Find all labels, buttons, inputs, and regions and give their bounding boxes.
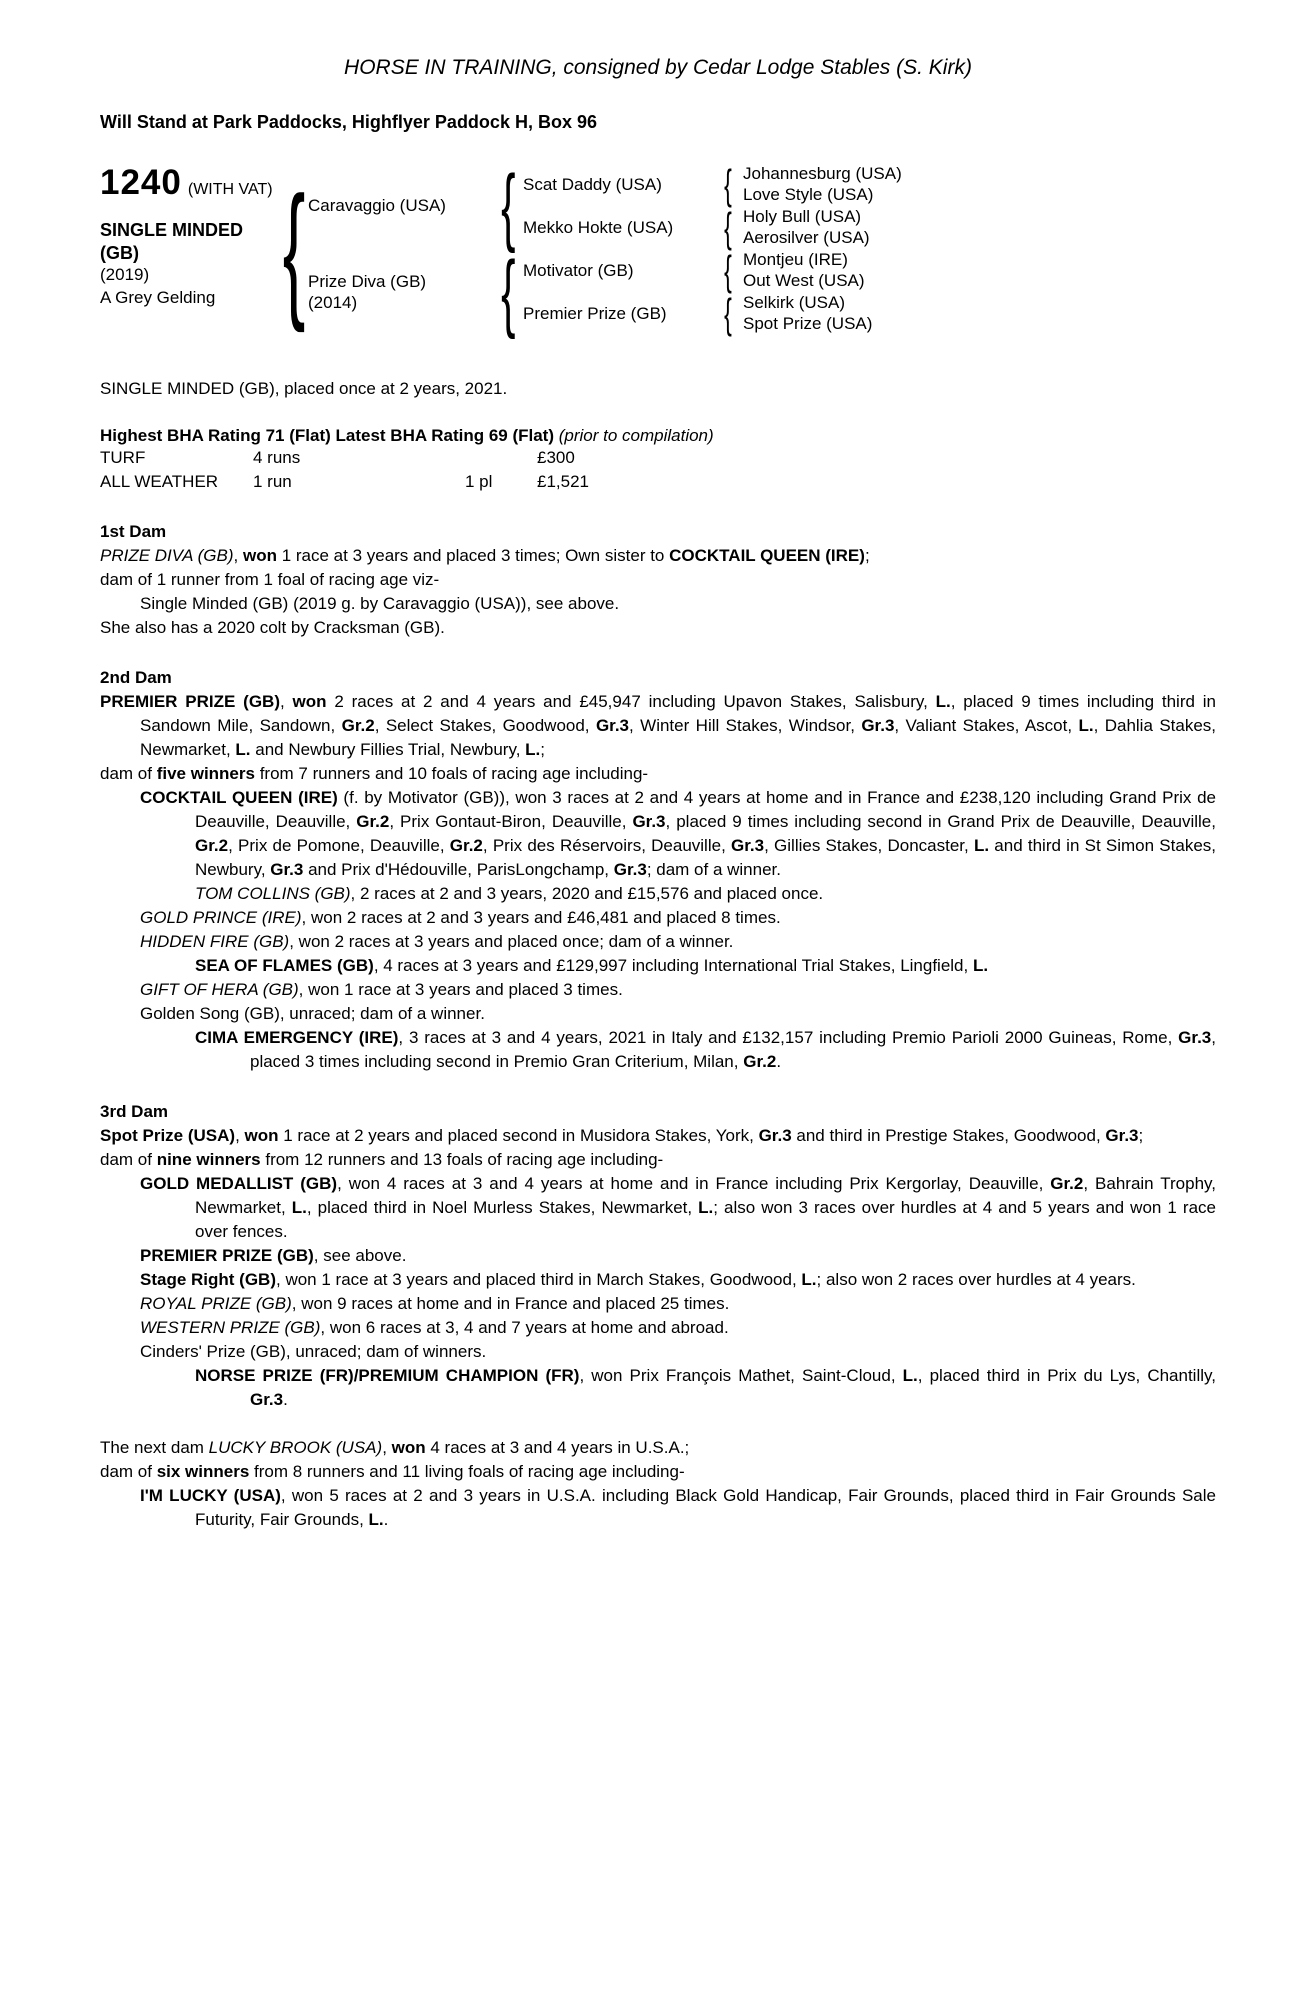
brace-icon: { [724, 203, 732, 251]
text-segment: L. [368, 1510, 384, 1529]
text-segment: L. [902, 1366, 918, 1385]
text-segment: Golden Song (GB), unraced; dam of a winner. [140, 1004, 485, 1023]
text-segment: , placed third in Noel Murless Stakes, Newmarket, [306, 1198, 699, 1217]
text-segment: dam of [100, 764, 157, 783]
stand-location-note: Will Stand at Park Paddocks, Highflyer Paddock H, Box 96 [100, 112, 597, 132]
pedigree-dam [308, 271, 493, 313]
pedigree-gen3-entry: Johannesburg (USA) [743, 163, 902, 183]
pedigree-tree [100, 158, 1216, 340]
text-segment: WESTERN PRIZE (GB) [140, 1318, 321, 1337]
pedigree-paragraph [100, 954, 1216, 978]
pedigree-paragraph [100, 762, 1216, 786]
text-segment: Cinders' Prize (GB), unraced; dam of winners. [140, 1342, 487, 1361]
pedigree-gen2-entry: Scat Daddy (USA) [523, 174, 662, 194]
pedigree-paragraph [100, 786, 1216, 882]
places-value: 1 pl [465, 472, 493, 491]
text-segment: and Newbury Fillies Trial, Newbury, [250, 740, 526, 759]
pedigree-gen3-entry: Spot Prize (USA) [743, 314, 873, 334]
text-segment: . [383, 1510, 389, 1529]
text-segment: 2 races at 2 and 4 years and £45,947 including Upavon Stakes, Salisbury, [326, 692, 936, 711]
text-segment: from 7 runners and 10 foals of racing age including- [254, 764, 649, 783]
text-segment: ; [864, 546, 870, 565]
text-segment: ; [1138, 1126, 1144, 1145]
pedigree-paragraph [100, 1244, 1216, 1268]
text-segment: , [235, 1126, 245, 1145]
surface-label: ALL WEATHER [100, 472, 219, 491]
text-segment: CIMA EMERGENCY (IRE) [195, 1028, 399, 1047]
text-segment: , Bahrain Trophy, Newmarket, [195, 1174, 1216, 1217]
pedigree-paragraph [100, 1316, 1216, 1340]
text-segment: L. [801, 1270, 817, 1289]
text-segment: , Prix de Pomone, Deauville, [228, 836, 450, 855]
text-segment: , [233, 546, 243, 565]
text-segment: Gr.3 [613, 860, 647, 879]
pedigree-paragraph [100, 1292, 1216, 1316]
bha-rating-values: Highest BHA Rating 71 (Flat) Latest BHA Rating 69 (Flat) [100, 426, 559, 445]
pedigree-paragraph [100, 1026, 1216, 1074]
brace-icon: { [724, 160, 732, 208]
text-segment: and Prix d'Hédouville, ParisLongchamp, [303, 860, 614, 879]
text-segment: L. [235, 740, 251, 759]
pedigree-paragraph [100, 690, 1216, 762]
brace-icon: { [500, 158, 516, 254]
page-title: HORSE IN TRAINING, consigned by Cedar Lodge Stables (S. Kirk) [344, 56, 972, 79]
text-segment: won [244, 1126, 279, 1145]
text-segment: Single Minded (GB) (2019 g. by Caravaggio (USA)), see above. [140, 594, 620, 613]
text-segment: , won 6 races at 3, 4 and 7 years at home and abroad. [320, 1318, 729, 1337]
text-segment: five winners [156, 764, 255, 783]
pedigree-paragraph [100, 1172, 1216, 1244]
text-segment: , won 5 races at 2 and 3 years in U.S.A. including Black Gold Handicap, Fair Grounds, placed third in Fair Grounds Sale Futurity, Fair Grounds, [195, 1486, 1216, 1529]
text-segment: L. [973, 836, 990, 855]
horse-colour-sex: A Grey Gelding [100, 287, 216, 307]
pedigree-paragraph [100, 568, 1216, 592]
text-segment: , won 2 races at 2 and 3 years and £46,481 and placed 8 times. [301, 908, 781, 927]
brace-icon: { [500, 244, 516, 340]
text-segment: Gr.2 [1050, 1174, 1084, 1193]
text-segment: . [283, 1390, 288, 1409]
pedigree-gen2-entry: Motivator (GB) [523, 260, 634, 280]
horse-country: (GB) [100, 242, 139, 263]
pedigree-paragraph [100, 1436, 1216, 1460]
text-segment: L. [935, 692, 951, 711]
text-segment: HIDDEN FIRE (GB) [140, 932, 290, 951]
text-segment: , Select Stakes, Goodwood, [374, 716, 596, 735]
text-segment: , see above. [313, 1246, 407, 1265]
dam-section-heading: 1st Dam [100, 522, 167, 541]
text-segment: dam of 1 runner from 1 foal of racing age viz- [100, 570, 440, 589]
text-segment: L. [972, 956, 989, 975]
text-segment: dam of [100, 1150, 157, 1169]
text-segment: , [382, 1438, 392, 1457]
text-segment: Stage Right (GB) [140, 1270, 276, 1289]
pedigree-paragraph [100, 1124, 1216, 1148]
gen3-brace [713, 203, 743, 251]
text-segment: , won 9 races at home and in France and placed 25 times. [291, 1294, 730, 1313]
brace-icon: { [724, 289, 732, 337]
text-segment: ; [540, 740, 545, 759]
pedigree-gen3-entry: Out West (USA) [743, 271, 865, 291]
runs-value: 1 run [253, 472, 292, 491]
text-segment: Gr.3 [1105, 1126, 1139, 1145]
lot-line [100, 163, 280, 203]
text-segment: six winners [156, 1462, 250, 1481]
text-segment: L. [698, 1198, 714, 1217]
text-segment: Gr.3 [595, 716, 630, 735]
text-segment: , Prix des Réservoirs, Deauville, [482, 836, 732, 855]
gen3-brace [713, 289, 743, 337]
race-record-table [100, 446, 1216, 494]
brace-icon: { [724, 246, 732, 294]
text-segment: Gr.3 [1178, 1028, 1212, 1047]
text-segment: , 3 races at 3 and 4 years, 2021 in Italy and £132,157 including Premio Parioli 2000 Guineas, Rome, [398, 1028, 1179, 1047]
text-segment: from 12 runners and 13 foals of racing age including- [260, 1150, 664, 1169]
dam-section-heading: 2nd Dam [100, 668, 172, 687]
text-segment: Gr.2 [449, 836, 483, 855]
pedigree-dam-block [308, 271, 426, 313]
text-segment: I'M LUCKY (USA) [140, 1486, 281, 1505]
runs-value: 4 runs [253, 448, 301, 467]
pedigree-gen3-entry: Love Style (USA) [743, 185, 874, 205]
text-segment: , placed 9 times including third in Sandown Mile, Sandown, [140, 692, 1216, 735]
earnings-value: £1,521 [537, 472, 589, 491]
race-record-summary: SINGLE MINDED (GB), placed once at 2 years, 2021. [100, 379, 508, 398]
text-segment: Gr.2 [341, 716, 375, 735]
pedigree-paragraph [100, 1148, 1216, 1172]
text-segment: PRIZE DIVA (GB) [100, 546, 234, 565]
text-segment: won [391, 1438, 426, 1457]
text-segment: , Winter Hill Stakes, Windsor, [629, 716, 862, 735]
horse-identity [100, 219, 280, 309]
text-segment: won [292, 692, 327, 711]
pedigree-paragraph [100, 906, 1216, 930]
text-segment: ; dam of a winner. [646, 860, 781, 879]
text-segment: GOLD MEDALLIST (GB) [140, 1174, 338, 1193]
text-segment: 1 race at 3 years and placed 3 times; Own sister to [276, 546, 670, 565]
text-segment: , placed 3 times including second in Premio Gran Criterium, Milan, [250, 1028, 1216, 1071]
text-segment: Gr.3 [758, 1126, 792, 1145]
text-segment: PREMIER PRIZE (GB) [140, 1246, 314, 1265]
brace-icon: { [282, 165, 306, 333]
gen3-brace [713, 160, 743, 208]
text-segment: and third in Prestige Stakes, Goodwood, [791, 1126, 1106, 1145]
pedigree-gen3-entry: Montjeu (IRE) [743, 249, 848, 269]
earnings-value: £300 [537, 448, 575, 467]
pedigree-paragraph [100, 1340, 1216, 1364]
pedigree-paragraph [100, 978, 1216, 1002]
text-segment: Spot Prize (USA) [100, 1126, 236, 1145]
text-segment: Gr.2 [195, 836, 229, 855]
text-segment: L. [291, 1198, 307, 1217]
text-segment: SEA OF FLAMES (GB) [195, 956, 374, 975]
text-segment: , 2 races at 2 and 3 years, 2020 and £15,576 and placed once. [350, 884, 824, 903]
text-segment: dam of [100, 1462, 157, 1481]
text-segment: Gr.3 [270, 860, 304, 879]
surface-label: TURF [100, 448, 146, 467]
bha-rating-line [100, 426, 1216, 446]
pedigree-paragraph [100, 1484, 1216, 1532]
pedigree-paragraph [100, 1364, 1216, 1412]
text-segment: 4 races at 3 and 4 years in U.S.A.; [425, 1438, 690, 1457]
pedigree-gen3-entry: Aerosilver (USA) [743, 228, 870, 248]
text-segment: Gr.3 [861, 716, 895, 735]
text-segment: from 8 runners and 11 living foals of racing age including- [249, 1462, 685, 1481]
text-segment: L. [1078, 716, 1094, 735]
text-segment: She also has a 2020 colt by Cracksman (GB). [100, 618, 445, 637]
lot-identity-block [100, 163, 280, 309]
pedigree-gen2-entry: Mekko Hokte (USA) [523, 217, 674, 237]
places-value [465, 446, 537, 470]
text-segment: 1 race at 2 years and placed second in Musidora Stakes, York, [278, 1126, 759, 1145]
text-segment: , placed 9 times including second in Grand Prix de Deauville, Deauville, [665, 812, 1216, 831]
gen3-brace [713, 246, 743, 294]
gen1-brace [280, 165, 308, 333]
text-segment: ; also won 3 races over hurdles at 4 and 5 years and won 1 race over fences. [195, 1198, 1216, 1241]
pedigree-paragraph [100, 592, 1216, 616]
text-segment: ; also won 2 races over hurdles at 4 years. [816, 1270, 1136, 1289]
text-segment: , won 4 races at 3 and 4 years at home and in France including Prix Kergorlay, Deauville, [337, 1174, 1051, 1193]
pedigree-paragraph [100, 882, 1216, 906]
horse-name: SINGLE MINDED [100, 220, 244, 240]
pedigree-gen3-entry: Selkirk (USA) [743, 292, 846, 312]
pedigree-gen3-entry: Holy Bull (USA) [743, 206, 862, 226]
text-segment: , Prix Gontaut-Biron, Deauville, [389, 812, 633, 831]
gen2-brace-sire [493, 158, 523, 254]
text-segment: , won 1 race at 3 years and placed 3 times. [298, 980, 623, 999]
text-segment: Gr.3 [632, 812, 666, 831]
text-segment: , placed third in Prix du Lys, Chantilly, [917, 1366, 1216, 1385]
text-segment: nine winners [156, 1150, 261, 1169]
pedigree-paragraph [100, 1460, 1216, 1484]
text-segment: , [279, 692, 293, 711]
text-segment: , Gillies Stakes, Doncaster, [764, 836, 974, 855]
text-segment: , Valiant Stakes, Ascot, [894, 716, 1079, 735]
text-segment: , won 2 races at 3 years and placed once; dam of a winner. [289, 932, 734, 951]
text-segment: Gr.2 [356, 812, 390, 831]
text-segment: , won Prix François Mathet, Saint-Cloud, [579, 1366, 903, 1385]
rating-compilation-note: (prior to compilation) [558, 426, 714, 445]
text-segment: The next dam [100, 1438, 209, 1457]
pedigree-sire: Caravaggio (USA) [308, 196, 446, 215]
pedigree-dam-year: (2014) [308, 293, 358, 312]
text-segment: , Dahlia Stakes, Newmarket, [140, 716, 1217, 759]
text-segment: NORSE PRIZE (FR)/PREMIUM CHAMPION (FR) [195, 1366, 580, 1385]
text-segment: TOM COLLINS (GB) [195, 884, 351, 903]
horse-foaling-year: (2019) [100, 265, 150, 284]
text-segment: . [776, 1052, 782, 1071]
pedigree-paragraph [100, 930, 1216, 954]
text-segment: Gr.2 [743, 1052, 777, 1071]
text-segment: COCKTAIL QUEEN (IRE) [669, 546, 865, 565]
text-segment: Gr.3 [250, 1390, 284, 1409]
pedigree-paragraph [100, 616, 1216, 640]
pedigree-paragraph [100, 544, 1216, 568]
text-segment: , 4 races at 3 years and £129,997 including International Trial Stakes, Lingfield, [373, 956, 973, 975]
gen2-brace-dam [493, 244, 523, 340]
text-segment: LUCKY BROOK (USA) [208, 1438, 383, 1457]
text-segment: ROYAL PRIZE (GB) [140, 1294, 292, 1313]
text-segment: COCKTAIL QUEEN (IRE) [140, 788, 338, 807]
vat-note: (WITH VAT) [187, 181, 273, 198]
text-segment: GIFT OF HERA (GB) [140, 980, 299, 999]
pedigree-gen2-entry: Premier Prize (GB) [523, 303, 667, 323]
text-segment: won [242, 546, 277, 565]
text-segment: Gr.3 [731, 836, 765, 855]
dam-section-heading: 3rd Dam [100, 1102, 169, 1121]
pedigree-text-body [100, 520, 1216, 1532]
pedigree-dam-name: Prize Diva (GB) [308, 272, 427, 291]
text-segment: PREMIER PRIZE (GB) [100, 692, 280, 711]
pedigree-paragraph [100, 1268, 1216, 1292]
text-segment: GOLD PRINCE (IRE) [140, 908, 302, 927]
text-segment: , won 1 race at 3 years and placed third in March Stakes, Goodwood, [276, 1270, 802, 1289]
text-segment: (f. by Motivator (GB)), won 3 races at 2 and 4 years at home and in France and £238,120 including Grand Prix de Deauville, Deauville, [195, 788, 1216, 831]
pedigree-paragraph [100, 1002, 1216, 1026]
text-segment: and third in St Simon Stakes, Newbury, [195, 836, 1217, 879]
lot-number: 1240 [100, 163, 182, 202]
text-segment: L. [525, 740, 541, 759]
